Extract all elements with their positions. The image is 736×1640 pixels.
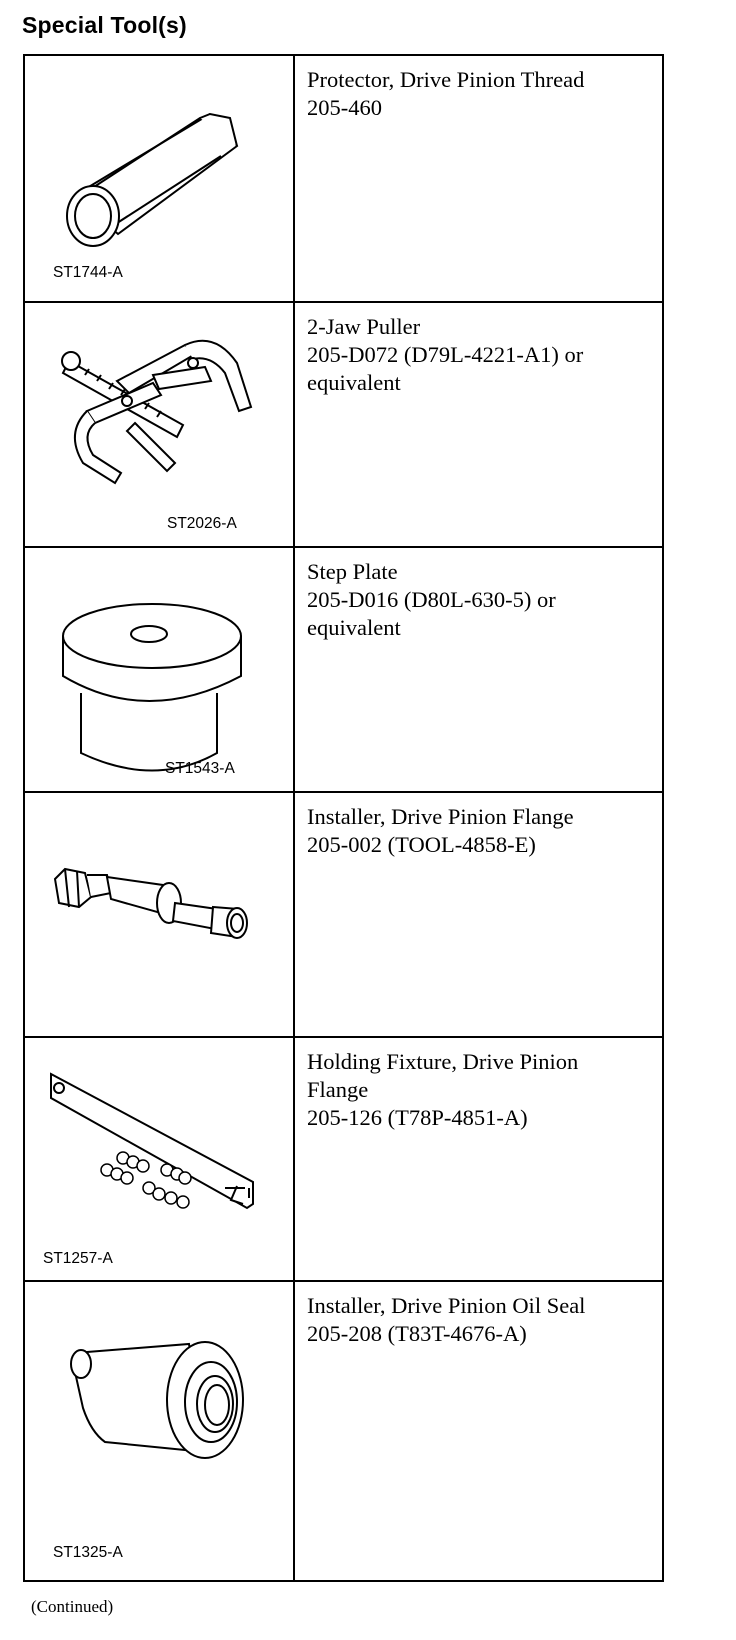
oil-seal-installer-icon [25,1282,293,1582]
step-plate-icon [25,548,293,800]
tool-number: 205-126 (T78P-4851-A) [307,1105,528,1130]
tool-image-cell [25,548,295,800]
tool-description [295,548,662,800]
tool-number: 205-208 (T83T-4676-A) [307,1321,527,1346]
tool-number: 205-D072 (D79L-4221-A1) or [307,342,584,367]
tool-code: ST2026-A [167,515,237,532]
tool-description [295,1038,662,1290]
tool-code: ST1543-A [165,760,235,777]
continued-note: (Continued) [31,1597,114,1616]
tool-name-cont: Flange [307,1077,369,1102]
tool-row [25,791,662,1045]
tool-image-cell [25,1282,295,1580]
tool-number: 205-002 (TOOL-4858-E) [307,832,536,857]
tool-image-cell [25,56,295,310]
tool-note: equivalent [307,370,401,395]
tool-row [25,301,662,555]
tool-name: Installer, Drive Pinion Oil Seal [307,1293,586,1318]
tool-number: 205-D016 (D80L-630-5) or [307,587,556,612]
tool-description [295,793,662,1045]
tool-description [295,56,662,310]
tool-number: 205-460 [307,95,382,120]
flange-installer-icon [25,793,293,1045]
tool-name: Step Plate [307,559,398,584]
tool-description [295,303,662,555]
tool-name: Installer, Drive Pinion Flange [307,804,574,829]
special-tools-table [23,54,664,1582]
tool-row [25,56,662,310]
two-jaw-puller-icon [25,303,293,555]
tool-name: Protector, Drive Pinion Thread [307,67,585,92]
tool-note: equivalent [307,615,401,640]
tool-image-cell [25,1038,295,1290]
tool-row [25,546,662,800]
tool-code: ST1257-A [43,1250,113,1267]
tool-name: Holding Fixture, Drive Pinion [307,1049,579,1074]
tool-image-cell [25,303,295,555]
page-title: Special Tool(s) [22,12,187,38]
tool-code: ST1325-A [53,1544,123,1561]
tool-name: 2-Jaw Puller [307,314,421,339]
tool-image-cell [25,793,295,1045]
tool-description [295,1282,662,1580]
tool-row [25,1036,662,1290]
tool-row [25,1280,662,1580]
tool-code: ST1744-A [53,264,123,281]
